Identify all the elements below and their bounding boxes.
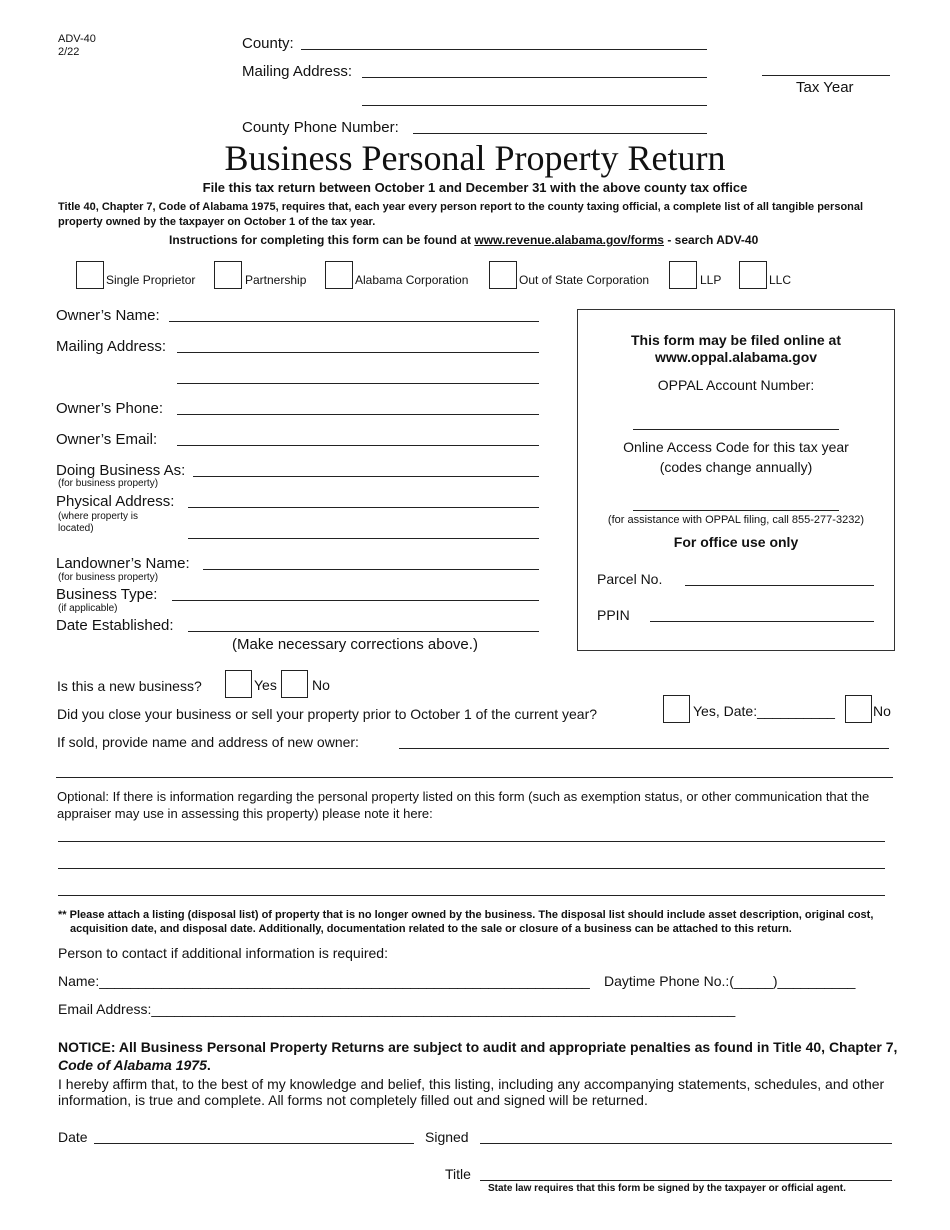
physical-address-input-2[interactable] bbox=[190, 521, 537, 539]
ppin-input[interactable] bbox=[652, 604, 872, 622]
checkbox-llp[interactable] bbox=[669, 261, 697, 289]
optional-note: Optional: If there is information regarding the personal property listed on this form (such as exemption status, or other communication that the appraiser may use in assessing this property) please note it here: bbox=[57, 789, 870, 821]
business-type-note: (if applicable) bbox=[58, 603, 118, 614]
online-filing-url[interactable]: www.oppal.alabama.gov bbox=[654, 349, 818, 365]
physical-address-note-1: (where property is bbox=[58, 511, 139, 522]
oppal-account-label: OPPAL Account Number: bbox=[657, 377, 815, 393]
new-business-question: Is this a new business? bbox=[57, 678, 202, 694]
landowner-label: Landowner’s Name: bbox=[56, 555, 190, 572]
business-type-input[interactable] bbox=[174, 583, 537, 601]
entity-label-llc: LLC bbox=[769, 273, 792, 287]
sold-question: If sold, provide name and address of new owner: bbox=[57, 734, 359, 750]
date-established-label: Date Established: bbox=[56, 617, 174, 634]
county-phone-label: County Phone Number: bbox=[242, 119, 399, 136]
checkbox-partnership[interactable] bbox=[214, 261, 242, 289]
contact-phone-label[interactable]: Daytime Phone No.:(_____)__________ bbox=[604, 973, 856, 989]
county-input[interactable] bbox=[303, 32, 705, 50]
landowner-input[interactable] bbox=[205, 552, 537, 570]
instructions-link[interactable]: www.revenue.alabama.gov/forms bbox=[474, 233, 664, 247]
signed-label: Signed bbox=[425, 1129, 469, 1145]
tax-year-label: Tax Year bbox=[796, 79, 854, 96]
owner-phone-label: Owner’s Phone: bbox=[56, 400, 164, 417]
entity-label-partnership: Partnership bbox=[245, 273, 307, 287]
contact-email-line[interactable]: ___________________________________________________________________________ bbox=[151, 1001, 736, 1017]
county-label: County: bbox=[242, 35, 294, 52]
closed-no-label: No bbox=[873, 703, 891, 719]
owner-email-input[interactable] bbox=[179, 428, 537, 446]
contact-email-row bbox=[58, 1001, 735, 1017]
date-input[interactable] bbox=[96, 1126, 412, 1144]
access-code-label-2: (codes change annually) bbox=[659, 459, 813, 475]
optional-input-3[interactable] bbox=[60, 878, 883, 896]
parcel-label: Parcel No. bbox=[597, 571, 663, 587]
new-business-no-label: No bbox=[312, 677, 330, 693]
online-filing-panel bbox=[577, 309, 895, 651]
form-date: 2/22 bbox=[58, 46, 80, 58]
new-business-yes-checkbox[interactable] bbox=[225, 670, 252, 698]
new-business-no-checkbox[interactable] bbox=[281, 670, 308, 698]
new-owner-input-2[interactable] bbox=[58, 760, 891, 778]
county-mailing-input-1[interactable] bbox=[364, 60, 704, 78]
physical-address-label: Physical Address: bbox=[56, 493, 175, 510]
county-phone-input[interactable] bbox=[415, 116, 705, 134]
checkbox-single-proprietor[interactable] bbox=[76, 261, 104, 289]
owner-phone-input[interactable] bbox=[179, 397, 537, 415]
owner-email-label: Owner’s Email: bbox=[56, 431, 158, 448]
ppin-label: PPIN bbox=[597, 607, 630, 623]
affirmation-text: I hereby affirm that, to the best of my knowledge and belief, this listing, including any accompanying statements, schedules, and other information, is true and complete. All forms not completely filled out and signed will be returned. bbox=[58, 1076, 885, 1108]
disposal-note: ** Please attach a listing (disposal list) of property that is no longer owned by the business. The disposal list should include asset description, original cost, acquisition date, and disposal date. Additionally, documentation related to the sale or closure of a business can be attached to this return. bbox=[58, 909, 874, 935]
contact-intro: Person to contact if additional information is required: bbox=[58, 945, 388, 961]
access-code-input[interactable] bbox=[635, 493, 837, 511]
title-input[interactable] bbox=[482, 1163, 890, 1181]
optional-input-2[interactable] bbox=[60, 851, 883, 869]
oppal-account-input[interactable] bbox=[635, 412, 837, 430]
title-label: Title bbox=[445, 1166, 471, 1182]
signed-input[interactable] bbox=[482, 1126, 890, 1144]
online-filing-line1: This form may be filed online at bbox=[630, 332, 842, 348]
contact-name-row bbox=[58, 973, 590, 989]
instructions-text bbox=[169, 233, 758, 247]
office-use-heading: For office use only bbox=[673, 534, 799, 550]
date-label: Date bbox=[58, 1129, 88, 1145]
instructions-prefix: Instructions for completing this form can be found at bbox=[169, 233, 472, 247]
new-owner-input-1[interactable] bbox=[401, 731, 887, 749]
new-business-yes-label: Yes bbox=[254, 677, 277, 693]
page-title: Business Personal Property Return bbox=[224, 138, 726, 178]
owner-name-input[interactable] bbox=[171, 304, 537, 322]
landowner-note: (for business property) bbox=[58, 572, 159, 583]
entity-label-single-proprietor: Single Proprietor bbox=[106, 273, 196, 287]
instructions-suffix: - search ADV-40 bbox=[667, 233, 759, 247]
entity-label-alabama-corporation: Alabama Corporation bbox=[355, 273, 469, 287]
county-mailing-label: Mailing Address: bbox=[242, 63, 353, 80]
entity-label-llp: LLP bbox=[700, 273, 722, 287]
parcel-input[interactable] bbox=[687, 568, 872, 586]
closed-no-checkbox[interactable] bbox=[845, 695, 872, 723]
entity-label-out-of-state-corporation: Out of State Corporation bbox=[519, 273, 650, 287]
owner-mailing-input-2[interactable] bbox=[179, 366, 537, 384]
notice-italic: Code of Alabama 1975 bbox=[58, 1057, 207, 1073]
notice-bold: NOTICE: All Business Personal Property Returns are subject to audit and appropriate penalties as found in Title 40, Chapter 7, bbox=[58, 1039, 898, 1055]
business-type-label: Business Type: bbox=[56, 586, 158, 603]
notice-text bbox=[58, 1038, 898, 1074]
tax-year-input[interactable] bbox=[764, 58, 888, 76]
statute-text: Title 40, Chapter 7, Code of Alabama 1975, requires that, each year every person report to the county taxing official, a complete list of all tangible personal property owned by the taxpayer on October 1 of the tax year. bbox=[58, 201, 864, 228]
physical-address-note-2: located) bbox=[58, 523, 94, 534]
oppal-assistance-note: (for assistance with OPPAL filing, call 855-277-3232) bbox=[607, 514, 865, 526]
checkbox-alabama-corporation[interactable] bbox=[325, 261, 353, 289]
filing-period: File this tax return between October 1 and December 31 with the above county tax office bbox=[202, 180, 748, 195]
signature-requirement-note: State law requires that this form be signed by the taxpayer or official agent. bbox=[488, 1183, 846, 1194]
form-id: ADV-40 bbox=[58, 33, 96, 45]
owner-mailing-input-1[interactable] bbox=[179, 335, 537, 353]
access-code-label-1: Online Access Code for this tax year bbox=[623, 439, 849, 455]
physical-address-input-1[interactable] bbox=[190, 490, 537, 508]
contact-email-label: Email Address: bbox=[58, 1001, 152, 1017]
date-established-input[interactable] bbox=[190, 614, 537, 632]
closed-yes-checkbox[interactable] bbox=[663, 695, 690, 723]
dba-note: (for business property) bbox=[58, 478, 159, 489]
notice-period: . bbox=[206, 1057, 211, 1073]
checkbox-llc[interactable] bbox=[739, 261, 767, 289]
contact-name-label: Name: bbox=[58, 973, 100, 989]
corrections-note: (Make necessary corrections above.) bbox=[232, 636, 478, 653]
optional-input-1[interactable] bbox=[60, 824, 883, 842]
owner-mailing-label: Mailing Address: bbox=[56, 338, 167, 355]
dba-label: Doing Business As: bbox=[56, 462, 186, 479]
closed-yes-date-label: Yes, Date:__________ bbox=[693, 703, 835, 719]
owner-name-label: Owner’s Name: bbox=[56, 307, 160, 324]
dba-input[interactable] bbox=[195, 459, 537, 477]
contact-name-line[interactable]: _______________________________________________________________ bbox=[99, 973, 590, 989]
closed-business-question: Did you close your business or sell your property prior to October 1 of the current year? bbox=[57, 706, 598, 722]
checkbox-out-of-state-corporation[interactable] bbox=[489, 261, 517, 289]
county-mailing-input-2[interactable] bbox=[364, 88, 704, 106]
